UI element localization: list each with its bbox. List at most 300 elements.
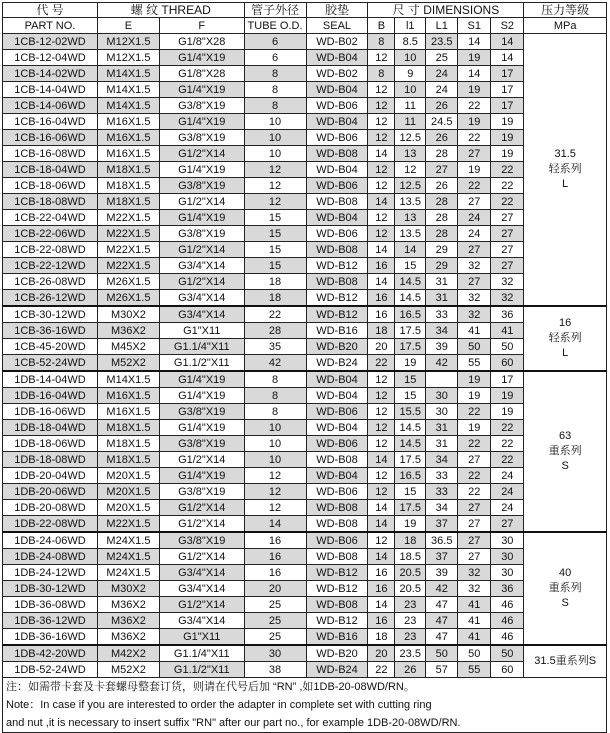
part-no-cell: 1DB-42-20WD	[3, 645, 98, 662]
dim-L1-cell: 57	[426, 662, 458, 678]
dim-s2-cell: 24	[491, 500, 524, 516]
dim-l1-cell: 13.5	[395, 226, 426, 242]
seal-cell: WD-B24	[306, 662, 368, 678]
thread-f-cell: G3/4"X14	[159, 581, 244, 597]
dim-b-cell: 12	[368, 130, 395, 146]
pressure-class-label: S	[561, 460, 569, 472]
fitting-spec-table	[2, 2, 607, 678]
thread-e-cell: M24X1.5	[97, 549, 159, 565]
thread-e-cell: M14X1.5	[97, 371, 159, 388]
dim-s2-cell: 30	[491, 565, 524, 581]
dim-b-cell: 14	[368, 194, 395, 210]
dim-s1-cell: 22	[458, 468, 491, 484]
thread-e-cell: M22X1.5	[97, 258, 159, 274]
dim-s2-cell: 24	[491, 484, 524, 500]
table-row	[3, 549, 607, 565]
seal-cell: WD-B06	[306, 130, 368, 146]
dim-L1-cell: 33	[426, 306, 458, 323]
thread-e-cell: M16X1.5	[97, 130, 159, 146]
thread-e-cell: M14X1.5	[97, 66, 159, 82]
tube-od-cell: 15	[244, 210, 306, 226]
part-no-cell: 1DB-20-04WD	[3, 468, 98, 484]
dim-s1-cell: 41	[458, 597, 491, 613]
part-no-cell: 1CB-18-04WD	[3, 162, 98, 178]
dim-L1-cell: 30	[426, 404, 458, 420]
part-no-cell: 1DB-36-12WD	[3, 613, 98, 629]
dim-b-cell: 12	[368, 226, 395, 242]
dim-l1-cell: 9	[395, 66, 426, 82]
pressure-class-label: 轻系列	[548, 332, 582, 344]
dim-l1-cell: 16.5	[395, 306, 426, 323]
thread-e-cell: M52X2	[97, 355, 159, 372]
header-seal-cn: 胶垫	[306, 3, 368, 18]
thread-e-cell: M12X1.5	[97, 34, 159, 50]
part-no-cell: 1CB-22-12WD	[3, 258, 98, 274]
tube-od-cell: 10	[244, 436, 306, 452]
thread-f-cell: G3/8"X19	[159, 404, 244, 420]
dim-b-cell: 14	[368, 242, 395, 258]
thread-e-cell: M20X1.5	[97, 468, 159, 484]
dim-l1-cell: 23	[395, 629, 426, 646]
dim-s2-cell: 24	[491, 468, 524, 484]
dim-L1-cell: 31	[426, 420, 458, 436]
dim-l1-cell: 16.5	[395, 468, 426, 484]
tube-od-cell: 10	[244, 130, 306, 146]
dim-L1-cell: 33	[426, 468, 458, 484]
dim-s1-cell: 22	[458, 404, 491, 420]
thread-f-cell: G1/2"X14	[159, 500, 244, 516]
part-no-cell: 1CB-30-12WD	[3, 306, 98, 323]
dim-L1-cell: 29	[426, 242, 458, 258]
seal-cell: WD-B04	[306, 388, 368, 404]
tube-od-cell: 10	[244, 452, 306, 468]
dim-l1-cell: 17.5	[395, 452, 426, 468]
tube-od-cell: 12	[244, 484, 306, 500]
seal-cell: WD-B20	[306, 339, 368, 355]
dim-s1-cell: 22	[458, 130, 491, 146]
pressure-class-cell	[524, 532, 607, 645]
seal-cell: WD-B20	[306, 645, 368, 662]
dim-L1-cell: 25	[426, 50, 458, 66]
thread-e-cell: M20X1.5	[97, 500, 159, 516]
table-row	[3, 662, 607, 678]
thread-f-cell: G1/2"X14	[159, 549, 244, 565]
dim-L1-cell: 24	[426, 66, 458, 82]
dim-l1-cell: 13	[395, 210, 426, 226]
tube-od-cell: 42	[244, 355, 306, 372]
seal-cell: WD-B08	[306, 274, 368, 290]
part-no-cell: 1CB-26-12WD	[3, 290, 98, 307]
table-row	[3, 210, 607, 226]
tube-od-cell: 30	[244, 645, 306, 662]
dim-l1-cell: 15	[395, 371, 426, 388]
dim-s2-cell: 22	[491, 162, 524, 178]
part-no-cell: 1CB-22-06WD	[3, 226, 98, 242]
thread-e-cell: M30X2	[97, 306, 159, 323]
dim-L1-cell: 37	[426, 549, 458, 565]
dim-b-cell: 14	[368, 452, 395, 468]
seal-cell: WD-B08	[306, 146, 368, 162]
dim-l1-cell: 14.5	[395, 420, 426, 436]
dim-s1-cell: 27	[458, 516, 491, 533]
dim-b-cell: 12	[368, 178, 395, 194]
dim-s2-cell: 17	[491, 66, 524, 82]
table-row	[3, 629, 607, 646]
seal-cell: WD-B08	[306, 549, 368, 565]
dim-s2-cell: 19	[491, 146, 524, 162]
table-row	[3, 388, 607, 404]
notes-block	[2, 678, 607, 733]
thread-f-cell: G1/4"X19	[159, 210, 244, 226]
thread-f-cell: G1.1/4"X11	[159, 339, 244, 355]
tube-od-cell: 8	[244, 66, 306, 82]
dim-s1-cell: 32	[458, 565, 491, 581]
thread-e-cell: M16X1.5	[97, 114, 159, 130]
dim-s2-cell: 22	[491, 178, 524, 194]
thread-f-cell: G1.1/4"X11	[159, 645, 244, 662]
dim-b-cell: 12	[368, 50, 395, 66]
header-dim-b: B	[368, 18, 395, 34]
dim-b-cell: 12	[368, 388, 395, 404]
dim-s2-cell: 27	[491, 258, 524, 274]
tube-od-cell: 25	[244, 613, 306, 629]
dim-L1-cell: 42	[426, 581, 458, 597]
table-row	[3, 242, 607, 258]
dim-s2-cell: 30	[491, 549, 524, 565]
tube-od-cell: 16	[244, 549, 306, 565]
dim-b-cell: 22	[368, 662, 395, 678]
seal-cell: WD-B02	[306, 34, 368, 50]
dim-s1-cell: 14	[458, 34, 491, 50]
pressure-class-cell	[524, 306, 607, 371]
header-dim-s2: S2	[491, 18, 524, 34]
part-no-cell: 1CB-22-08WD	[3, 242, 98, 258]
thread-e-cell: M42X2	[97, 645, 159, 662]
seal-cell: WD-B06	[306, 404, 368, 420]
dim-L1-cell: 28	[426, 226, 458, 242]
thread-f-cell: G3/8"X19	[159, 226, 244, 242]
thread-e-cell: M18X1.5	[97, 194, 159, 210]
part-no-cell: 1DB-52-24WD	[3, 662, 98, 678]
table-row	[3, 66, 607, 82]
dim-b-cell: 12	[368, 404, 395, 420]
seal-cell: WD-B06	[306, 436, 368, 452]
table-row	[3, 162, 607, 178]
dim-l1-cell: 14.5	[395, 274, 426, 290]
dim-s2-cell: 22	[491, 420, 524, 436]
pressure-class-cell	[524, 34, 607, 307]
dim-L1-cell: 34	[426, 500, 458, 516]
dim-L1-cell	[426, 371, 458, 388]
dim-l1-cell: 14.5	[395, 436, 426, 452]
pressure-class-label: 重系列	[548, 445, 582, 457]
thread-e-cell: M20X1.5	[97, 484, 159, 500]
thread-f-cell: G1/4"X19	[159, 162, 244, 178]
table-row	[3, 130, 607, 146]
seal-cell: WD-B04	[306, 468, 368, 484]
part-no-cell: 1DB-16-06WD	[3, 404, 98, 420]
tube-od-cell: 6	[244, 50, 306, 66]
table-row	[3, 290, 607, 307]
thread-e-cell: M16X1.5	[97, 388, 159, 404]
dim-s2-cell: 41	[491, 323, 524, 339]
dim-s1-cell: 19	[458, 114, 491, 130]
dim-b-cell: 20	[368, 339, 395, 355]
part-no-cell: 1DB-20-08WD	[3, 500, 98, 516]
thread-e-cell: M18X1.5	[97, 452, 159, 468]
part-no-cell: 1DB-24-08WD	[3, 549, 98, 565]
seal-cell: WD-B02	[306, 66, 368, 82]
dim-L1-cell: 36.5	[426, 532, 458, 549]
part-no-cell: 1DB-18-06WD	[3, 436, 98, 452]
dim-L1-cell: 26	[426, 178, 458, 194]
dim-l1-cell: 8.5	[395, 34, 426, 50]
table-row	[3, 565, 607, 581]
header-row-1	[3, 3, 607, 18]
dim-b-cell: 18	[368, 629, 395, 646]
seal-cell: WD-B12	[306, 581, 368, 597]
note-cn: 注：如需带卡套及卡套螺母整套订货，则请在代号后加 “RN” ,如1DB-20-08WD/RN。	[6, 681, 415, 693]
thread-f-cell: G1/4"X19	[159, 468, 244, 484]
dim-l1-cell: 17.5	[395, 500, 426, 516]
thread-e-cell: M36X2	[97, 629, 159, 646]
part-no-cell: 1DB-36-08WD	[3, 597, 98, 613]
table-row	[3, 371, 607, 388]
seal-cell: WD-B12	[306, 613, 368, 629]
thread-f-cell: G1/2"X14	[159, 146, 244, 162]
dim-L1-cell: 31	[426, 274, 458, 290]
dim-l1-cell: 14	[395, 242, 426, 258]
header-code-cn: 代 号	[3, 3, 98, 18]
tube-od-cell: 12	[244, 162, 306, 178]
header-thread-f: F	[159, 18, 244, 34]
part-no-cell: 1CB-22-04WD	[3, 210, 98, 226]
dim-L1-cell: 24	[426, 82, 458, 98]
table-row	[3, 274, 607, 290]
dim-s1-cell: 22	[458, 436, 491, 452]
thread-f-cell: G3/4"X14	[159, 290, 244, 307]
thread-e-cell: M14X1.5	[97, 82, 159, 98]
dim-s1-cell: 32	[458, 258, 491, 274]
tube-od-cell: 25	[244, 629, 306, 646]
table-row	[3, 98, 607, 114]
part-no-cell: 1CB-36-16WD	[3, 323, 98, 339]
dim-L1-cell: 26	[426, 130, 458, 146]
tube-od-cell: 15	[244, 226, 306, 242]
dim-s1-cell: 24	[458, 226, 491, 242]
dim-s2-cell: 19	[491, 404, 524, 420]
dim-s2-cell: 19	[491, 114, 524, 130]
part-no-cell: 1CB-16-04WD	[3, 114, 98, 130]
header-pressure-cn: 压力等级	[524, 3, 607, 18]
dim-l1-cell: 17.5	[395, 323, 426, 339]
dim-s1-cell: 55	[458, 355, 491, 372]
seal-cell: WD-B16	[306, 629, 368, 646]
dim-s1-cell: 19	[458, 162, 491, 178]
dim-b-cell: 14	[368, 146, 395, 162]
part-no-cell: 1DB-24-06WD	[3, 532, 98, 549]
tube-od-cell: 28	[244, 323, 306, 339]
dim-L1-cell: 23.5	[426, 34, 458, 50]
dim-s1-cell: 19	[458, 388, 491, 404]
dim-l1-cell: 19	[395, 355, 426, 372]
dim-b-cell: 12	[368, 162, 395, 178]
dim-s1-cell: 32	[458, 581, 491, 597]
pressure-class-label: 31.5重系列S	[534, 655, 597, 667]
thread-e-cell: M36X2	[97, 597, 159, 613]
thread-e-cell: M22X1.5	[97, 226, 159, 242]
pressure-class-cell	[524, 645, 607, 678]
dim-L1-cell: 37	[426, 516, 458, 533]
dim-b-cell: 16	[368, 258, 395, 274]
seal-cell: WD-B04	[306, 50, 368, 66]
part-no-cell: 1DB-22-08WD	[3, 516, 98, 533]
header-row-2	[3, 18, 607, 34]
table-row	[3, 581, 607, 597]
dim-s1-cell: 41	[458, 613, 491, 629]
seal-cell: WD-B12	[306, 565, 368, 581]
tube-od-cell: 12	[244, 194, 306, 210]
table-row	[3, 339, 607, 355]
tube-od-cell: 18	[244, 290, 306, 307]
pressure-class-label: 16	[559, 317, 572, 329]
dim-s2-cell: 32	[491, 274, 524, 290]
thread-e-cell: M30X2	[97, 581, 159, 597]
table-row	[3, 436, 607, 452]
tube-od-cell: 10	[244, 420, 306, 436]
dim-l1-cell: 15	[395, 258, 426, 274]
dim-l1-cell: 11	[395, 114, 426, 130]
dim-l1-cell: 17.5	[395, 339, 426, 355]
tube-od-cell: 8	[244, 404, 306, 420]
dim-b-cell: 14	[368, 516, 395, 533]
thread-e-cell: M24X1.5	[97, 565, 159, 581]
part-no-cell: 1CB-26-08WD	[3, 274, 98, 290]
seal-cell: WD-B16	[306, 323, 368, 339]
part-no-cell: 1DB-36-16WD	[3, 629, 98, 646]
dim-L1-cell: 28	[426, 210, 458, 226]
dim-L1-cell: 33	[426, 484, 458, 500]
table-row	[3, 452, 607, 468]
dim-L1-cell: 26	[426, 98, 458, 114]
tube-od-cell: 8	[244, 98, 306, 114]
tube-od-cell: 10	[244, 114, 306, 130]
thread-f-cell: G3/4"X14	[159, 613, 244, 629]
tube-od-cell: 20	[244, 581, 306, 597]
table-row	[3, 306, 607, 323]
pressure-class-cell	[524, 371, 607, 532]
dim-b-cell: 16	[368, 613, 395, 629]
seal-cell: WD-B08	[306, 242, 368, 258]
dim-s1-cell: 22	[458, 484, 491, 500]
thread-e-cell: M22X1.5	[97, 516, 159, 533]
dim-s1-cell: 27	[458, 146, 491, 162]
note-en-line2: and nut ,it is necessary to insert suffix "RN" after our part no., for example 1DB-20-08WD/RN.	[6, 717, 461, 729]
dim-b-cell: 8	[368, 34, 395, 50]
thread-f-cell: G1/2"X14	[159, 242, 244, 258]
dim-b-cell: 12	[368, 114, 395, 130]
thread-e-cell: M12X1.5	[97, 50, 159, 66]
thread-e-cell: M26X1.5	[97, 274, 159, 290]
dim-b-cell: 14	[368, 274, 395, 290]
dim-b-cell: 8	[368, 66, 395, 82]
dim-l1-cell: 19	[395, 516, 426, 533]
tube-od-cell: 16	[244, 565, 306, 581]
thread-f-cell: G3/8"X19	[159, 484, 244, 500]
tube-od-cell: 8	[244, 388, 306, 404]
part-no-cell: 1CB-14-06WD	[3, 98, 98, 114]
header-tube-cn: 管子外径	[244, 3, 306, 18]
dim-s1-cell: 27	[458, 532, 491, 549]
thread-e-cell: M16X1.5	[97, 404, 159, 420]
dim-s1-cell: 27	[458, 274, 491, 290]
dim-L1-cell: 30	[426, 388, 458, 404]
dim-s1-cell: 50	[458, 339, 491, 355]
header-dim-L1: L1	[426, 18, 458, 34]
seal-cell: WD-B06	[306, 226, 368, 242]
header-pressure-unit: MPa	[524, 18, 607, 34]
dim-s2-cell: 19	[491, 130, 524, 146]
table-row	[3, 404, 607, 420]
pressure-class-label: L	[562, 178, 569, 190]
table-row	[3, 355, 607, 372]
seal-cell: WD-B06	[306, 484, 368, 500]
table-row	[3, 114, 607, 130]
part-no-cell: 1DB-18-08WD	[3, 452, 98, 468]
thread-f-cell: G1/2"X14	[159, 516, 244, 533]
part-no-cell: 1DB-24-12WD	[3, 565, 98, 581]
dim-l1-cell: 13	[395, 146, 426, 162]
part-no-cell: 1CB-16-08WD	[3, 146, 98, 162]
thread-f-cell: G1/8"X28	[159, 66, 244, 82]
thread-f-cell: G1/4"X19	[159, 50, 244, 66]
pressure-class-label: 63	[559, 430, 572, 442]
part-no-cell: 1DB-30-12WD	[3, 581, 98, 597]
dim-L1-cell: 39	[426, 565, 458, 581]
tube-od-cell: 6	[244, 34, 306, 50]
dim-s1-cell: 32	[458, 306, 491, 323]
dim-s2-cell: 14	[491, 34, 524, 50]
thread-f-cell: G3/4"X14	[159, 306, 244, 323]
dim-b-cell: 12	[368, 532, 395, 549]
dim-s1-cell: 27	[458, 452, 491, 468]
dim-s2-cell: 22	[491, 452, 524, 468]
dim-s1-cell: 22	[458, 178, 491, 194]
dim-s1-cell: 22	[458, 98, 491, 114]
thread-e-cell: M36X2	[97, 323, 159, 339]
dim-l1-cell: 15	[395, 388, 426, 404]
table-row	[3, 597, 607, 613]
part-no-cell: 1DB-14-04WD	[3, 371, 98, 388]
dim-s2-cell: 19	[491, 388, 524, 404]
dim-s2-cell: 50	[491, 339, 524, 355]
dim-b-cell: 12	[368, 420, 395, 436]
part-no-cell: 1CB-12-04WD	[3, 50, 98, 66]
tube-od-cell: 8	[244, 82, 306, 98]
dim-s2-cell: 17	[491, 98, 524, 114]
dim-b-cell: 18	[368, 323, 395, 339]
dim-s2-cell: 46	[491, 613, 524, 629]
tube-od-cell: 18	[244, 274, 306, 290]
thread-f-cell: G1/2"X14	[159, 452, 244, 468]
thread-f-cell: G3/8"X19	[159, 436, 244, 452]
dim-L1-cell: 28	[426, 146, 458, 162]
header-seal-en: SEAL	[306, 18, 368, 34]
part-no-cell: 1CB-18-06WD	[3, 178, 98, 194]
dim-L1-cell: 47	[426, 597, 458, 613]
part-no-cell: 1CB-14-04WD	[3, 82, 98, 98]
dim-l1-cell: 13.5	[395, 194, 426, 210]
